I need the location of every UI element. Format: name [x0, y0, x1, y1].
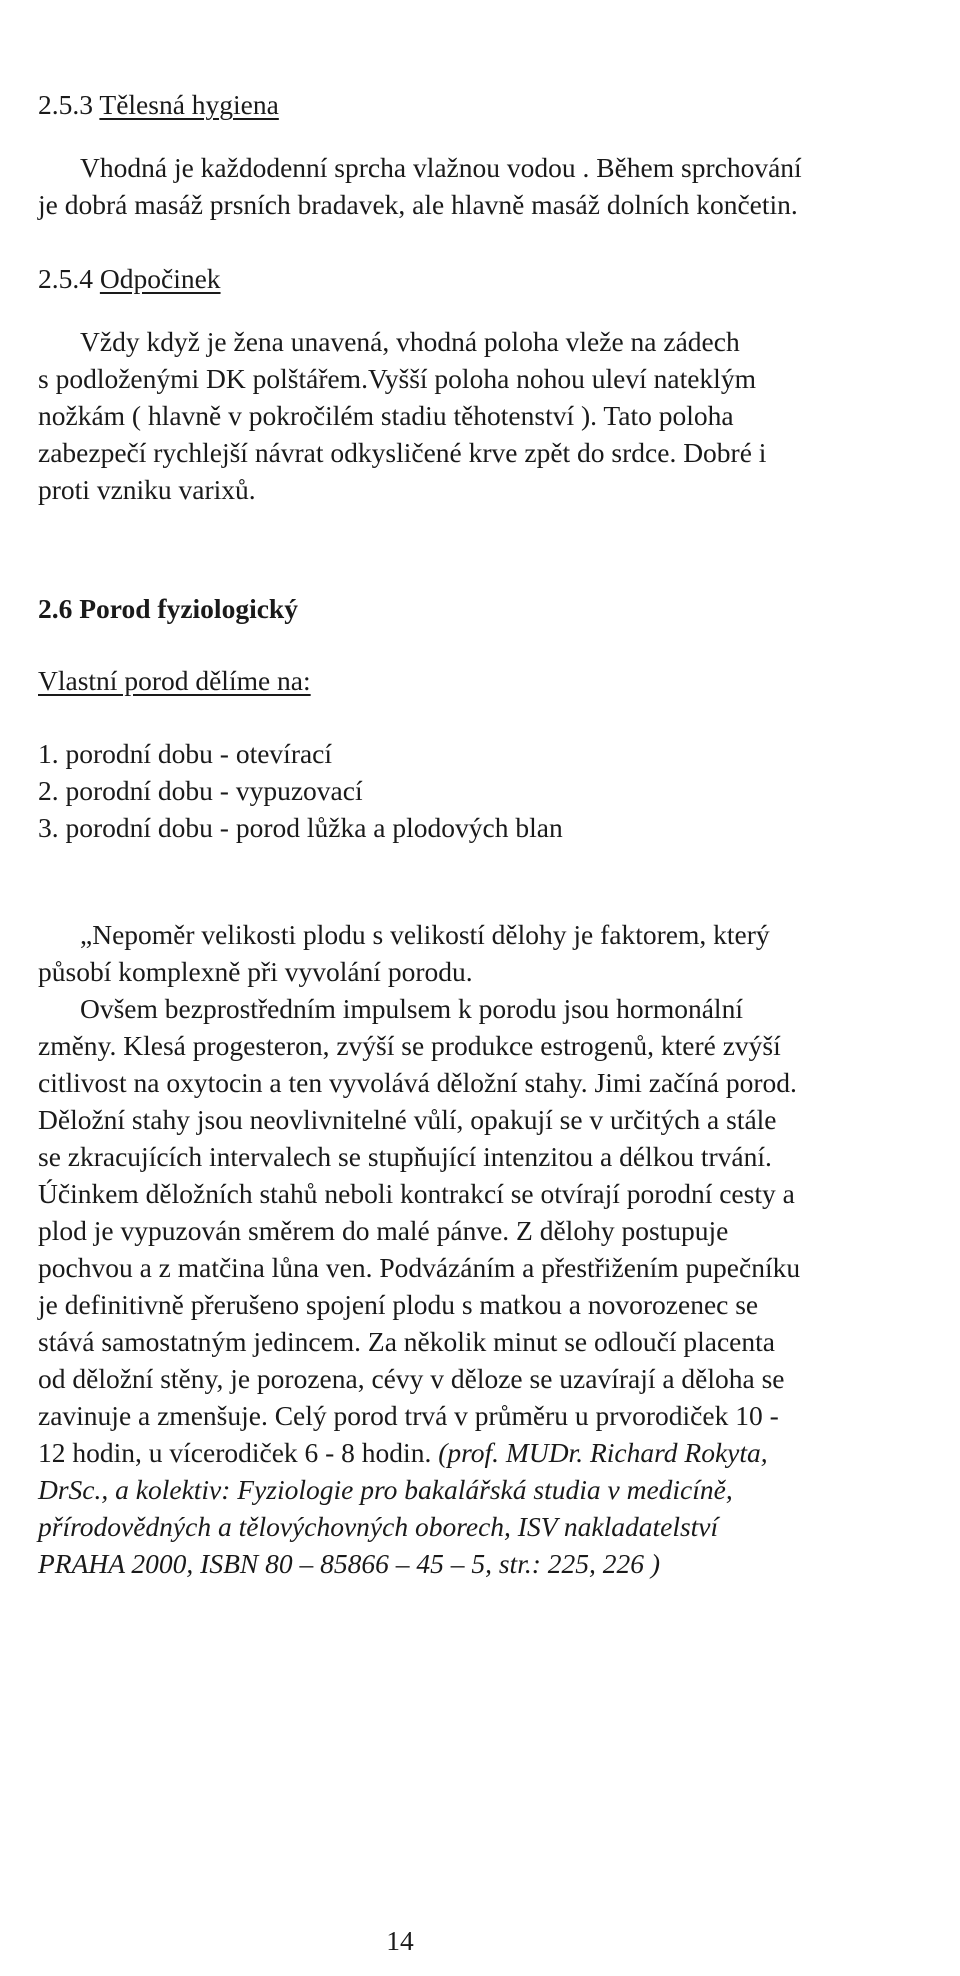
quote-line: působí komplexně při vyvolání porodu. — [38, 956, 473, 987]
citation-start: (prof. MUDr. Richard Rokyta, — [438, 1437, 768, 1468]
list-item: 2. porodní dobu - vypuzovací — [38, 775, 363, 806]
quote-line: citlivost na oxytocin a ten vyvolává děložní stahy. Jimi začíná porod. — [38, 1067, 797, 1098]
paragraph-line: s podloženými DK polštářem.Vyšší poloha nohou uleví nateklým — [38, 363, 756, 394]
page-number: 14 — [386, 1925, 414, 1956]
section-number: 2.5.4 — [38, 263, 93, 294]
quote-line: se zkracujících intervalech se stupňující intenzitou a délkou trvání. — [38, 1141, 772, 1172]
list-item: 1. porodní dobu - otevírací — [38, 738, 333, 769]
quote-line: Děložní stahy jsou neovlivnitelné vůlí, opakují se v určitých a stále — [38, 1104, 777, 1135]
paragraph-line: proti vzniku varixů. — [38, 474, 256, 505]
quote-line: stává samostatným jedincem. Za několik minut se odloučí placenta — [38, 1326, 775, 1357]
quote-text: 12 hodin, u vícerodiček 6 - 8 hodin. — [38, 1437, 439, 1468]
quote-line: plod je vypuzován směrem do malé pánve. Z dělohy postupuje — [38, 1215, 729, 1246]
quote-line-with-citation — [38, 1436, 768, 1470]
citation-line: PRAHA 2000, ISBN 80 – 85866 – 45 – 5, str.: 225, 226 ) — [38, 1548, 661, 1579]
quote-line: je definitivně přerušeno spojení plodu s matkou a novorozenec se — [38, 1289, 759, 1320]
quote-line: změny. Klesá progesteron, zvýší se produkce estrogenů, které zvýší — [38, 1030, 781, 1061]
paragraph-line: Vždy když je žena unavená, vhodná poloha vleže na zádech — [80, 326, 740, 357]
paragraph-line: je dobrá masáž prsních bradavek, ale hlavně masáž dolních končetin. — [38, 189, 798, 220]
quote-line: od děložní stěny, je porozena, cévy v děloze se uzavírají a děloha se — [38, 1363, 785, 1394]
citation-line: DrSc., a kolektiv: Fyziologie pro bakalářská studia v medicíně, — [38, 1474, 733, 1505]
paragraph-line: nožkám ( hlavně v pokročilém stadiu těhotenství ). Tato poloha — [38, 400, 734, 431]
section-heading-2-5-3 — [38, 88, 279, 122]
quote-line: pochvou a z matčina lůna ven. Podvázáním a přestřižením pupečníku — [38, 1252, 801, 1283]
section-number: 2.5.3 — [38, 89, 93, 120]
paragraph-line: zabezpečí rychlejší návrat odkysličené krve zpět do srdce. Dobré i — [38, 437, 767, 468]
quote-line: Ovšem bezprostředním impulsem k porodu jsou hormonální — [80, 993, 743, 1024]
quote-line: Účinkem děložních stahů neboli kontrakcí se otvírají porodní cesty a — [38, 1178, 795, 1209]
section-heading-2-6: 2.6 Porod fyziologický — [38, 593, 298, 624]
section-heading-2-5-4 — [38, 262, 221, 296]
quote-line: zavinuje a zmenšuje. Celý porod trvá v průměru u prvorodiček 10 - — [38, 1400, 779, 1431]
subheading: Vlastní porod dělíme na: — [38, 665, 311, 696]
section-title: Tělesná hygiena — [99, 89, 279, 120]
paragraph-line: Vhodná je každodenní sprcha vlažnou vodou . Během sprchování — [80, 152, 802, 183]
list-item: 3. porodní dobu - porod lůžka a plodových blan — [38, 812, 563, 843]
quote-line: „Nepoměr velikosti plodu s velikostí dělohy je faktorem, který — [80, 919, 770, 950]
citation-line: přírodovědných a tělovýchovných oborech, ISV nakladatelství — [38, 1511, 719, 1542]
section-title: Odpočinek — [99, 263, 221, 294]
